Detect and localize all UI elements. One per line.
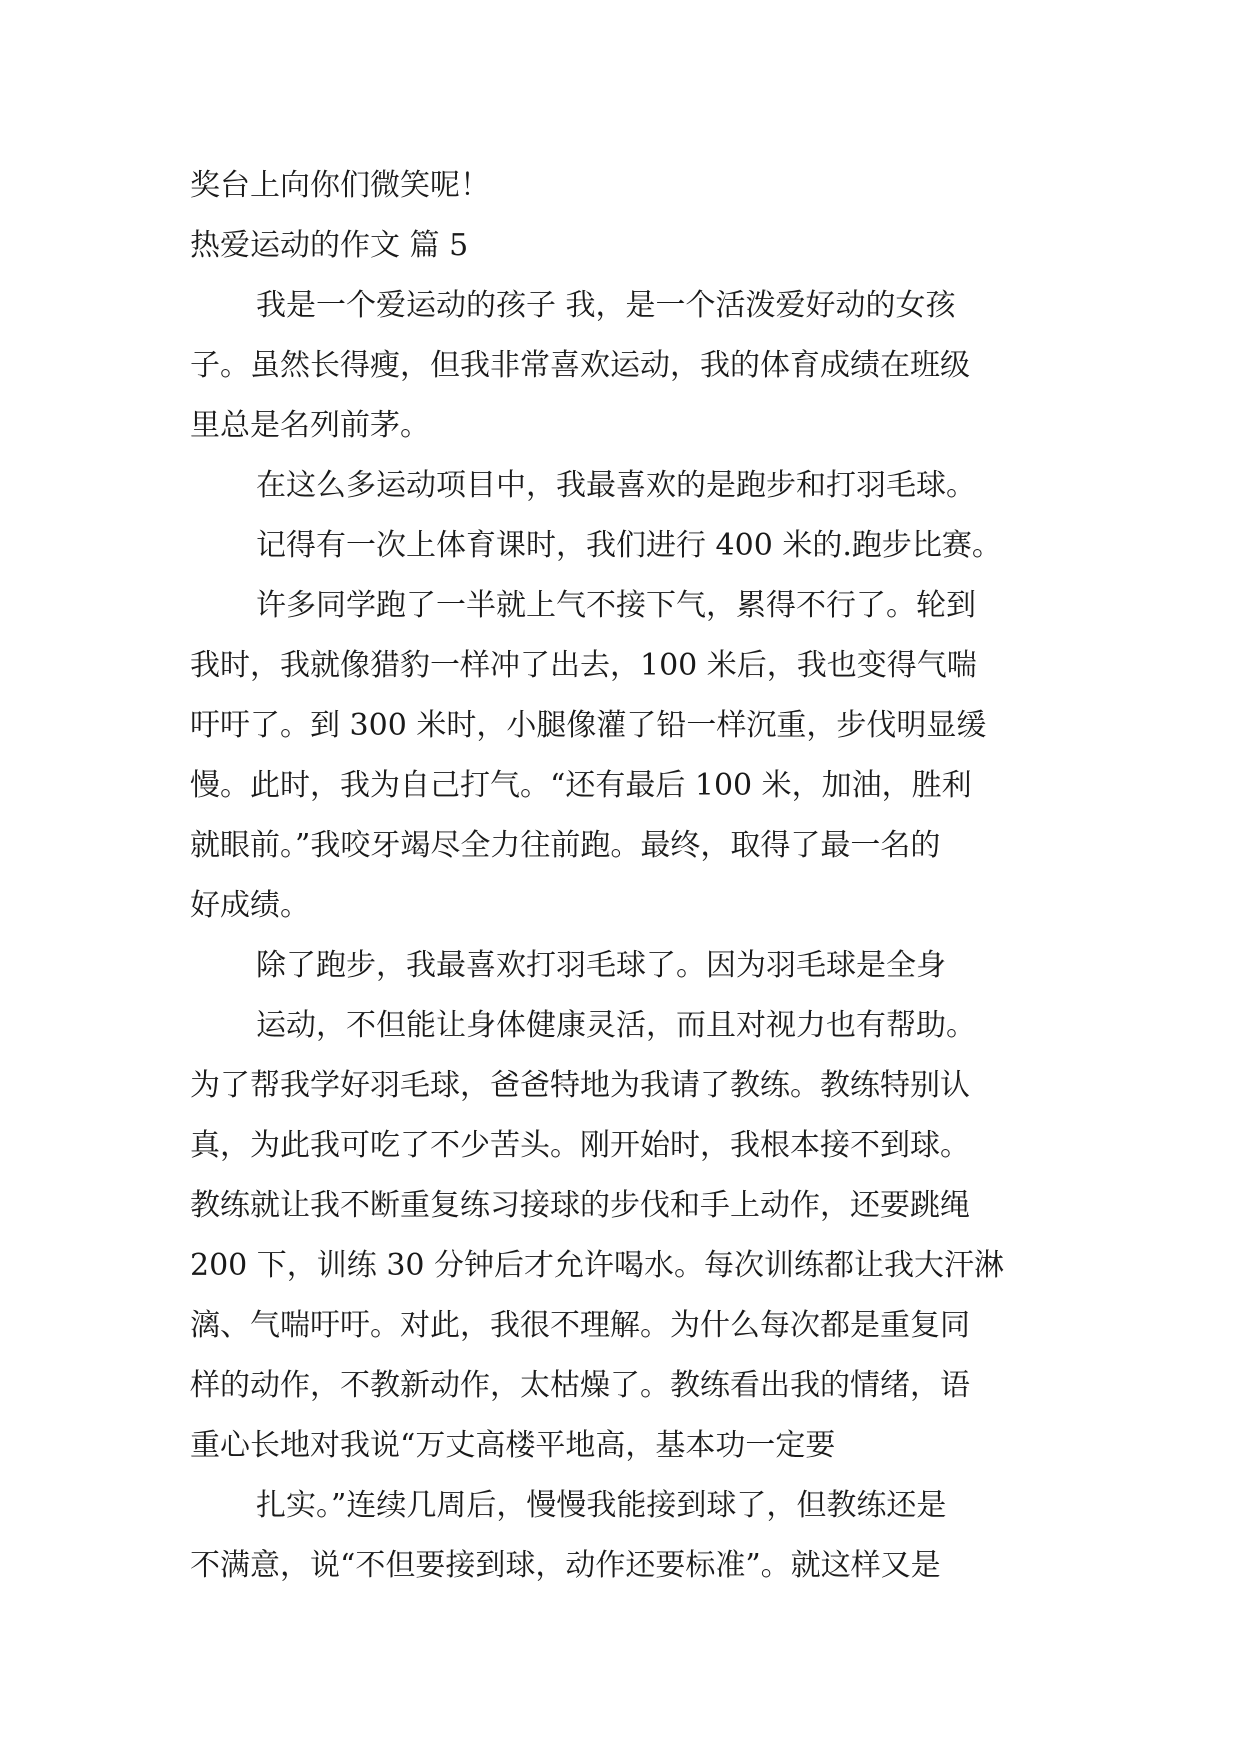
section-heading: 热爱运动的作文 篇 5 <box>190 228 469 263</box>
text-line: 漓、气喘吁吁。对此，我很不理解。为什么每次都是重复同 <box>190 1308 970 1343</box>
text-line: 真，为此我可吃了不少苦头。刚开始时，我根本接不到球。 <box>190 1128 970 1163</box>
text-line: 奖台上向你们微笑呢！ <box>190 168 490 203</box>
text-line: 子。虽然长得瘦，但我非常喜欢运动，我的体育成绩在班级 <box>190 348 970 383</box>
text-line: 就眼前。”我咬牙竭尽全力往前跑。最终，取得了最一名的 <box>190 828 941 863</box>
text-line: 好成绩。 <box>190 888 310 923</box>
text-line: 200 下，训练 30 分钟后才允许喝水。每次训练都让我大汗淋 <box>190 1248 1005 1283</box>
text-line: 我时，我就像猎豹一样冲了出去，100 米后，我也变得气喘 <box>190 648 977 683</box>
text-line: 里总是名列前茅。 <box>190 408 430 443</box>
text-line: 除了跑步，我最喜欢打羽毛球了。因为羽毛球是全身 <box>256 948 946 983</box>
text-line: 我是一个爱运动的孩子 我，是一个活泼爱好动的女孩 <box>256 288 956 323</box>
text-line: 许多同学跑了一半就上气不接下气，累得不行了。轮到 <box>256 588 976 623</box>
text-line: 样的动作，不教新动作，太枯燥了。教练看出我的情绪，语 <box>190 1368 970 1403</box>
text-line: 教练就让我不断重复练习接球的步伐和手上动作，还要跳绳 <box>190 1188 970 1223</box>
text-line: 不满意，说“不但要接到球，动作还要标准”。就这样又是 <box>190 1548 941 1583</box>
text-line: 扎实。”连续几周后，慢慢我能接到球了，但教练还是 <box>256 1488 947 1523</box>
text-line: 为了帮我学好羽毛球，爸爸特地为我请了教练。教练特别认 <box>190 1068 970 1103</box>
text-line: 慢。此时，我为自己打气。“还有最后 100 米，加油，胜利 <box>190 768 972 803</box>
text-line: 运动，不但能让身体健康灵活，而且对视力也有帮助。 <box>256 1008 976 1043</box>
text-line: 记得有一次上体育课时，我们进行 400 米的.跑步比赛。 <box>256 528 1002 563</box>
text-line: 在这么多运动项目中，我最喜欢的是跑步和打羽毛球。 <box>256 468 976 503</box>
text-line: 重心长地对我说“万丈高楼平地高，基本功一定要 <box>190 1428 836 1463</box>
text-line: 吁吁了。到 300 米时，小腿像灌了铅一样沉重，步伐明显缓 <box>190 708 987 743</box>
